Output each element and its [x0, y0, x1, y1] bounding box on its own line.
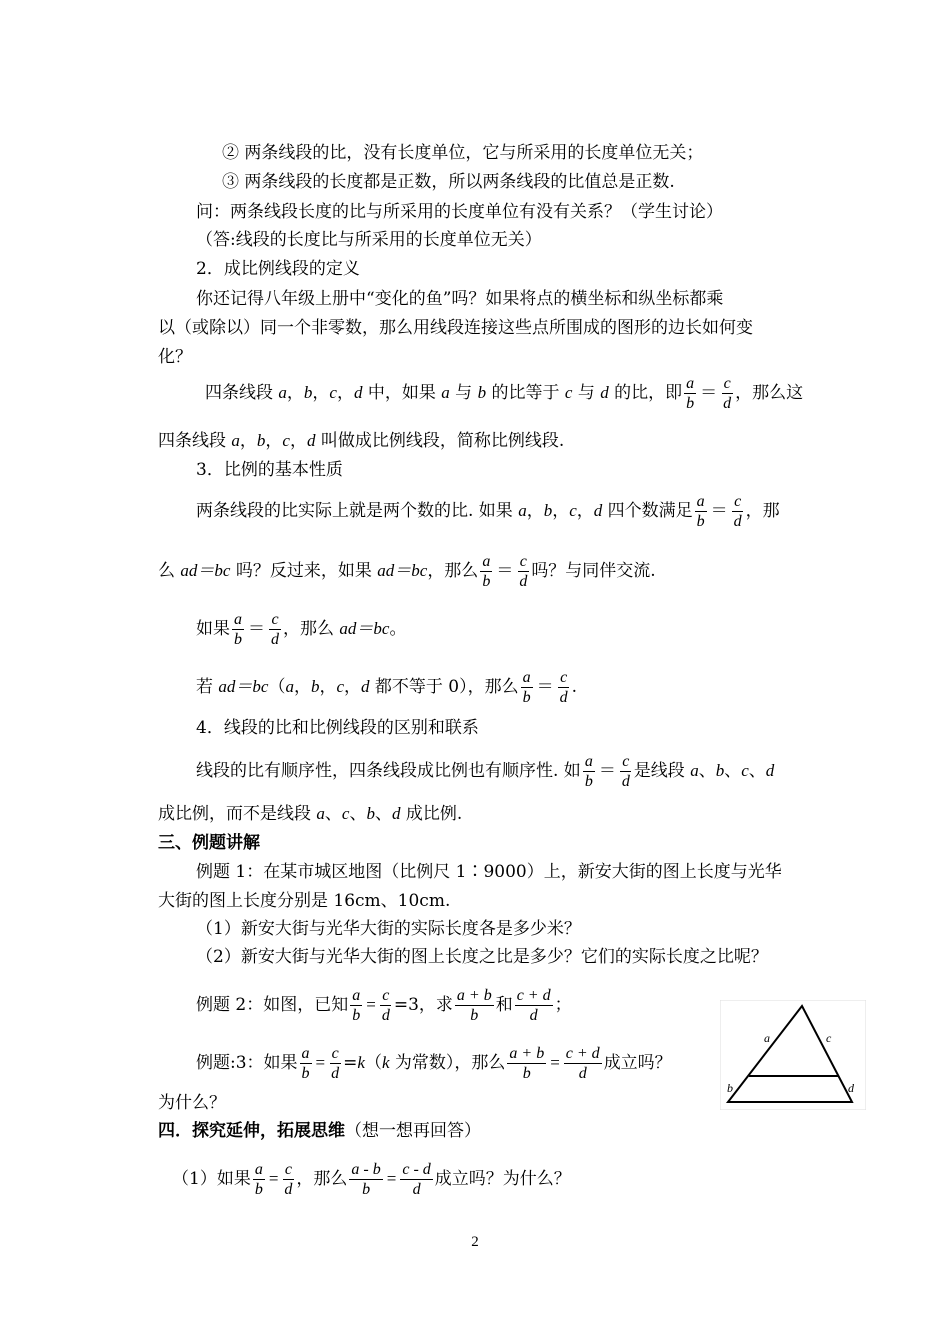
text-span: 的比等于	[486, 383, 565, 403]
fraction: $\frac{c}{d}$	[621, 753, 630, 790]
text-span: 、	[349, 804, 367, 824]
equals-sign: ＝	[700, 383, 718, 402]
text-span: 和	[495, 995, 513, 1015]
var-d: d	[593, 501, 603, 520]
text-span: 叫做成比例线段，简称比例线段.	[315, 431, 565, 451]
text-span: ，那	[745, 501, 780, 521]
var-b: b	[256, 431, 266, 450]
var-k: k	[357, 1053, 365, 1072]
var-a: a	[231, 431, 240, 450]
example-1-line-1: 例题 1：在某市城区地图（比例尺 1∶9000）上，新安大街的图上长度与光华	[196, 862, 782, 882]
equals-sign: ＝	[536, 677, 554, 696]
text-span: ，	[286, 383, 304, 403]
text-span: （	[364, 1053, 382, 1073]
text-span: ，	[265, 431, 283, 451]
text-span: ，	[289, 431, 307, 451]
equals-sign: ＝	[248, 619, 265, 638]
text-span: ；	[554, 995, 572, 1015]
var-b: b	[310, 677, 320, 696]
text-line-2: ③ 两条线段的长度都是正数，所以两条线段的比值总是正数.	[222, 172, 675, 192]
text-span: 吗？反过来，如果	[230, 561, 378, 581]
section-title-4	[158, 1120, 481, 1142]
text-span: ，	[336, 383, 354, 403]
text-line-4: （答:线段的长度比与所采用的长度单位无关）	[196, 230, 542, 250]
var-a: a	[441, 383, 450, 402]
text-span: ，	[319, 677, 337, 697]
text-span: 例题:3：如果	[196, 1053, 298, 1073]
section-title-3: 三、例题讲解	[158, 833, 260, 853]
text-line-6: 你还记得八年级上册中“变化的鱼”吗？如果将点的横坐标和纵坐标都乘	[196, 289, 724, 309]
text-span: 与	[572, 383, 601, 403]
section-title-4-note: （想一想再回答）	[345, 1121, 481, 1141]
fraction: $\frac{c}{d}$	[723, 375, 732, 412]
var-a: a	[285, 677, 294, 696]
text-span: 四条线段	[205, 383, 279, 403]
text-span: ，那么这	[735, 383, 804, 403]
fraction: $\frac{a + b}{b}$	[509, 1045, 545, 1082]
text-span: 中，如果	[362, 383, 442, 403]
example-2-line	[196, 986, 572, 1025]
page-number: 2	[471, 1234, 479, 1250]
text-span: 是线段	[633, 761, 691, 781]
text-span: 、	[748, 761, 766, 781]
text-span: 、	[698, 761, 716, 781]
text-span: =3，求	[393, 995, 453, 1015]
var-b: b	[543, 501, 553, 520]
equals-sign: ＝	[598, 761, 616, 780]
text-span: 两条线段的比实际上就是两个数的比. 如果	[196, 501, 519, 521]
var-a: a	[278, 383, 287, 402]
fraction: $\frac{c}{d}$	[284, 1161, 293, 1198]
label-c: c	[826, 1031, 832, 1045]
triangle-figure	[720, 1000, 866, 1110]
equals-sign: ＝	[710, 501, 728, 520]
fraction: $\frac{c - d}{d}$	[402, 1161, 431, 1198]
fraction: $\frac{a}{b}$	[234, 611, 242, 648]
var-d: d	[600, 383, 609, 402]
property-line	[196, 492, 780, 531]
text-span: 的比，即	[608, 383, 683, 403]
text-line-3: 问：两条线段长度的比与所采用的长度单位有没有关系？（学生讨论）	[196, 202, 723, 222]
text-span: 例题 2：如图，已知	[196, 995, 349, 1015]
text-span: ，那么	[283, 619, 340, 639]
fraction: $\frac{a}{b}$	[686, 375, 695, 412]
fraction: $\frac{a}{b}$	[584, 753, 593, 790]
label-a: a	[764, 1031, 770, 1045]
fraction: $\frac{c}{d}$	[559, 669, 568, 706]
var-d: d	[361, 677, 370, 696]
equation: ad＝bc	[377, 561, 428, 580]
text-span: 成立吗？为什么？	[434, 1169, 571, 1189]
definition-line	[205, 374, 803, 413]
var-a: a	[518, 501, 527, 520]
text-line-1: ② 两条线段的比，没有长度单位，它与所采用的长度单位无关；	[222, 143, 704, 163]
var-d: d	[391, 804, 401, 823]
var-b: b	[366, 804, 375, 823]
text-span: 成立吗？	[603, 1053, 672, 1073]
var-d: d	[306, 431, 316, 450]
fraction: $\frac{a}{b}$	[482, 553, 491, 590]
text-span: .	[571, 677, 578, 697]
example-3-line-2: 为什么？	[158, 1093, 226, 1113]
section-title-4-bold: 四．探究延伸，拓展思维	[158, 1121, 345, 1141]
var-a: a	[690, 761, 699, 780]
text-span: 么	[158, 561, 181, 581]
text-span: 成比例，而不是线段	[158, 804, 317, 824]
equals-sign: ＝	[496, 561, 514, 580]
var-c: c	[569, 501, 577, 520]
text-span: ，那么	[296, 1169, 348, 1189]
section-heading-3: 3．比例的基本性质	[196, 460, 343, 480]
label-b: b	[727, 1081, 733, 1095]
text-span: 、	[724, 761, 742, 781]
text-span: 、	[324, 804, 342, 824]
fraction: $\frac{a}{b}$	[696, 493, 705, 530]
equals-sign: =	[366, 995, 376, 1014]
example-1-question-1: （1）新安大街与光华大街的实际长度各是多少米？	[196, 919, 581, 939]
fraction: $\frac{c}{d}$	[733, 493, 742, 530]
fraction: $\frac{a}{b}$	[254, 1161, 263, 1198]
text-span: ，	[552, 501, 570, 521]
text-span: ，	[576, 501, 594, 521]
text-span: ，	[239, 431, 257, 451]
text-span: 线段的比有顺序性，四条线段成比例也有顺序性. 如	[196, 761, 581, 781]
text-span: 。	[389, 619, 407, 639]
var-d: d	[353, 383, 363, 402]
equation: ad＝bc	[339, 619, 390, 638]
section-heading-4: 4．线段的比和比例线段的区别和联系	[196, 718, 479, 738]
equals-sign: =	[315, 1053, 326, 1072]
text-span: （1）如果	[172, 1169, 251, 1189]
var-b: b	[303, 383, 313, 402]
text-span: 四条线段	[158, 431, 232, 451]
var-c: c	[741, 761, 749, 780]
text-span: 都不等于 0），那么	[369, 677, 519, 697]
property-line-4	[196, 668, 577, 707]
fraction: $\frac{c}{d}$	[519, 553, 528, 590]
var-c: c	[282, 431, 290, 450]
text-span: 与	[449, 383, 478, 403]
var-k: k	[381, 1053, 390, 1072]
text-span: 为常数），那么	[389, 1053, 506, 1073]
text-span: ，那么	[427, 561, 479, 581]
var-c: c	[336, 677, 344, 696]
label-d: d	[848, 1081, 854, 1095]
text-span: ，	[312, 383, 330, 403]
equals-sign: =	[550, 1053, 560, 1072]
example-1-line-2: 大街的图上长度分别是 16cm、10cm.	[158, 891, 451, 911]
text-span: 吗？与同伴交流.	[531, 561, 656, 581]
var-a: a	[316, 804, 325, 823]
var-c: c	[329, 383, 337, 402]
fraction: $\frac{c + d}{d}$	[565, 1045, 600, 1082]
order-line	[196, 752, 774, 791]
fraction: $\frac{c}{d}$	[381, 987, 390, 1024]
equation: ad＝bc	[180, 561, 231, 580]
fraction: $\frac{a + b}{b}$	[456, 987, 492, 1024]
definition-line-2	[158, 430, 564, 452]
text-span: 、	[374, 804, 392, 824]
var-c: c	[341, 804, 350, 823]
equals-sign: =	[268, 1169, 279, 1188]
fraction: $\frac{a}{b}$	[522, 669, 531, 706]
var-b: b	[477, 383, 487, 402]
example-3-line	[196, 1044, 672, 1083]
fraction: $\frac{a}{b}$	[301, 1045, 310, 1082]
fraction: $\frac{c + d}{d}$	[516, 987, 551, 1024]
fraction: $\frac{c}{d}$	[271, 611, 279, 648]
text-line-7: 以（或除以）同一个非零数，那么用线段连接这些点所围成的图形的边长如何变	[158, 318, 753, 338]
fraction: $\frac{a}{b}$	[352, 987, 361, 1024]
equation: ad＝bc	[218, 677, 269, 696]
text-span: 成比例.	[400, 804, 463, 824]
text-span: 如果	[196, 619, 230, 639]
text-line-8: 化？	[158, 347, 192, 367]
property-line-3	[196, 610, 406, 649]
text-span: ，	[293, 677, 311, 697]
text-span: =	[343, 1053, 358, 1073]
text-span: （	[268, 677, 286, 697]
example-1-question-2: （2）新安大街与光华大街的图上长度之比是多少？它们的实际长度之比呢？	[196, 947, 768, 967]
equals-sign: =	[386, 1169, 397, 1188]
text-span: 四个数满足	[602, 501, 693, 521]
text-span: ，	[344, 677, 361, 697]
section-heading-2: 2．成比例线段的定义	[196, 259, 360, 279]
var-d: d	[765, 761, 775, 780]
var-b: b	[715, 761, 725, 780]
text-span: ，	[526, 501, 544, 521]
order-line-2	[158, 803, 462, 825]
extension-question-1	[172, 1160, 571, 1199]
property-line-2	[158, 552, 656, 591]
text-span: 若	[196, 677, 219, 697]
fraction: $\frac{a - b}{b}$	[351, 1161, 381, 1198]
var-c: c	[564, 383, 573, 402]
fraction: $\frac{c}{d}$	[331, 1045, 340, 1082]
